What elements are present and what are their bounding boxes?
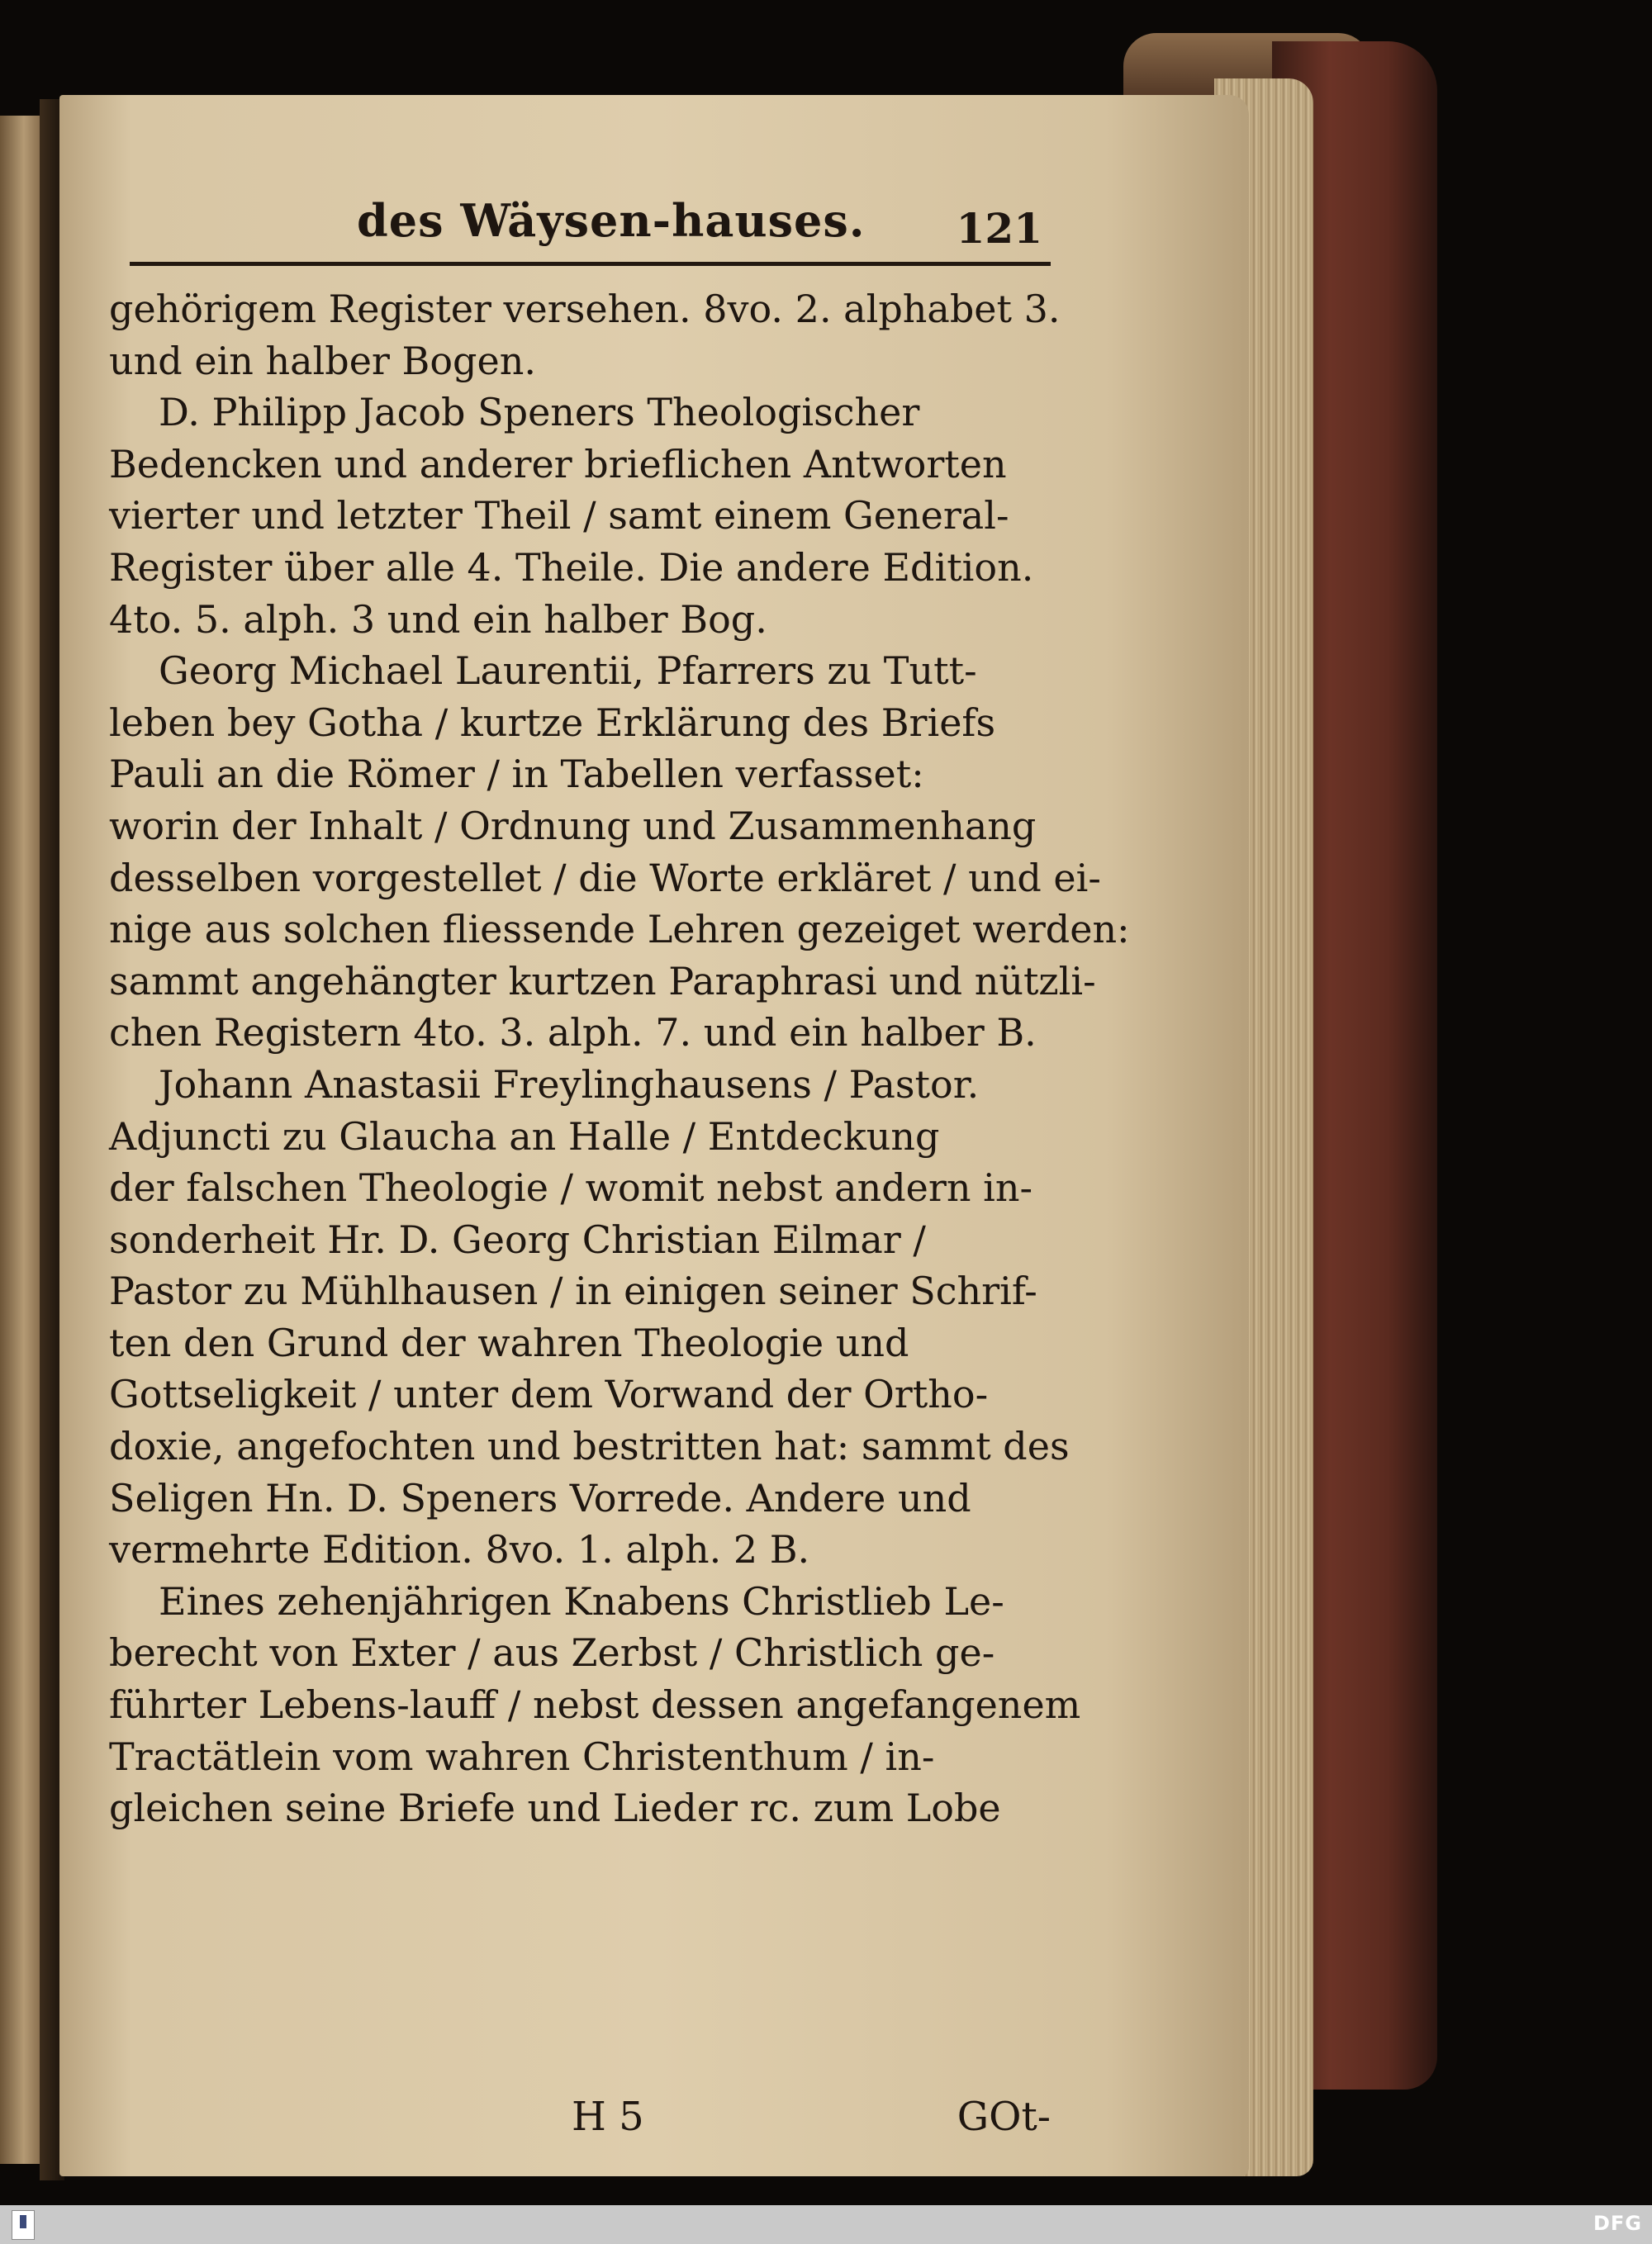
text-line: und ein halber Bogen. [109,338,536,383]
text-line: chen Registern 4to. 3. alph. 7. und ein halber B. [109,1010,1037,1056]
text-line: D. Philipp Jacob Speners Theologischer [159,390,920,435]
text-line: worin der Inhalt / Ordnung und Zusammenhang [109,803,1037,848]
text-line: 4to. 5. alph. 3 und ein halber Bog. [109,596,767,642]
text-line: sonderheit Hr. D. Georg Christian Eilmar / [109,1217,926,1262]
text-line: Tractätlein vom wahren Christenthum / in- [109,1734,935,1779]
text-line: führter Lebens-lauff / nebst dessen angefangenem [109,1682,1081,1728]
header-rule [130,262,1051,266]
text-line: Georg Michael Laurentii, Pfarrers zu Tutt- [159,648,977,694]
viewer-footer-bar [0,2205,1652,2244]
text-line: sammt angehängter kurtzen Paraphrasi und nützli- [109,958,1096,1003]
text-line: Adjuncti zu Glaucha an Halle / Entdeckung [109,1113,940,1159]
catchword: GOt- [957,2094,1051,2140]
text-line: Gottseligkeit / unter dem Vorwand der Ortho- [109,1372,989,1417]
text-line: Seligen Hn. D. Speners Vorrede. Andere und [109,1475,971,1521]
text-line: gehörigem Register versehen. 8vo. 2. alphabet 3. [109,287,1061,331]
page-number: 121 [956,204,1042,253]
text-line: Register über alle 4. Theile. Die andere Edition. [109,544,1034,590]
text-line: nige aus solchen fliessende Lehren gezeiget werden: [109,907,1130,952]
text-line: doxie, angefochten und bestritten hat: sammt des [109,1424,1070,1469]
text-line: vermehrte Edition. 8vo. 1. alph. 2 B. [109,1527,810,1573]
text-line: vierter und letzter Theil / samt einem General- [109,493,1009,538]
left-page-edge [0,116,40,2164]
text-line: Bedencken und anderer brieflichen Antworten [109,441,1007,486]
running-title: des Wäysen-hauses. [357,194,866,247]
signature-mark: H 5 [572,2094,644,2140]
text-line: berecht von Exter / aus Zerbst / Christlich ge- [109,1630,995,1676]
text-line: gleichen seine Briefe und Lieder rc. zum Lobe [109,1786,1001,1831]
library-logo-icon [12,2210,35,2240]
text-line: leben bey Gotha / kurtze Erklärung des Briefs [109,700,996,745]
text-line: Johann Anastasii Freylinghausens / Pastor. [159,1061,980,1107]
running-header [109,186,1051,259]
text-line: Pauli an die Römer / in Tabellen verfasset: [109,752,924,797]
dfg-label: DFG [1593,2212,1642,2235]
text-line: ten den Grund der wahren Theologie und [109,1320,909,1365]
page-text [109,186,1130,2140]
text-line: Eines zehenjährigen Knabens Christlieb Le- [159,1578,1004,1624]
page-footer-line [109,2094,1051,2151]
body-text [109,283,1130,1834]
text-line: der falschen Theologie / womit nebst andern in- [109,1165,1033,1211]
text-line: Pastor zu Mühlhausen / in einigen seiner Schrif- [109,1269,1037,1314]
text-line: desselben vorgestellet / die Worte erkläret / und ei- [109,855,1101,900]
